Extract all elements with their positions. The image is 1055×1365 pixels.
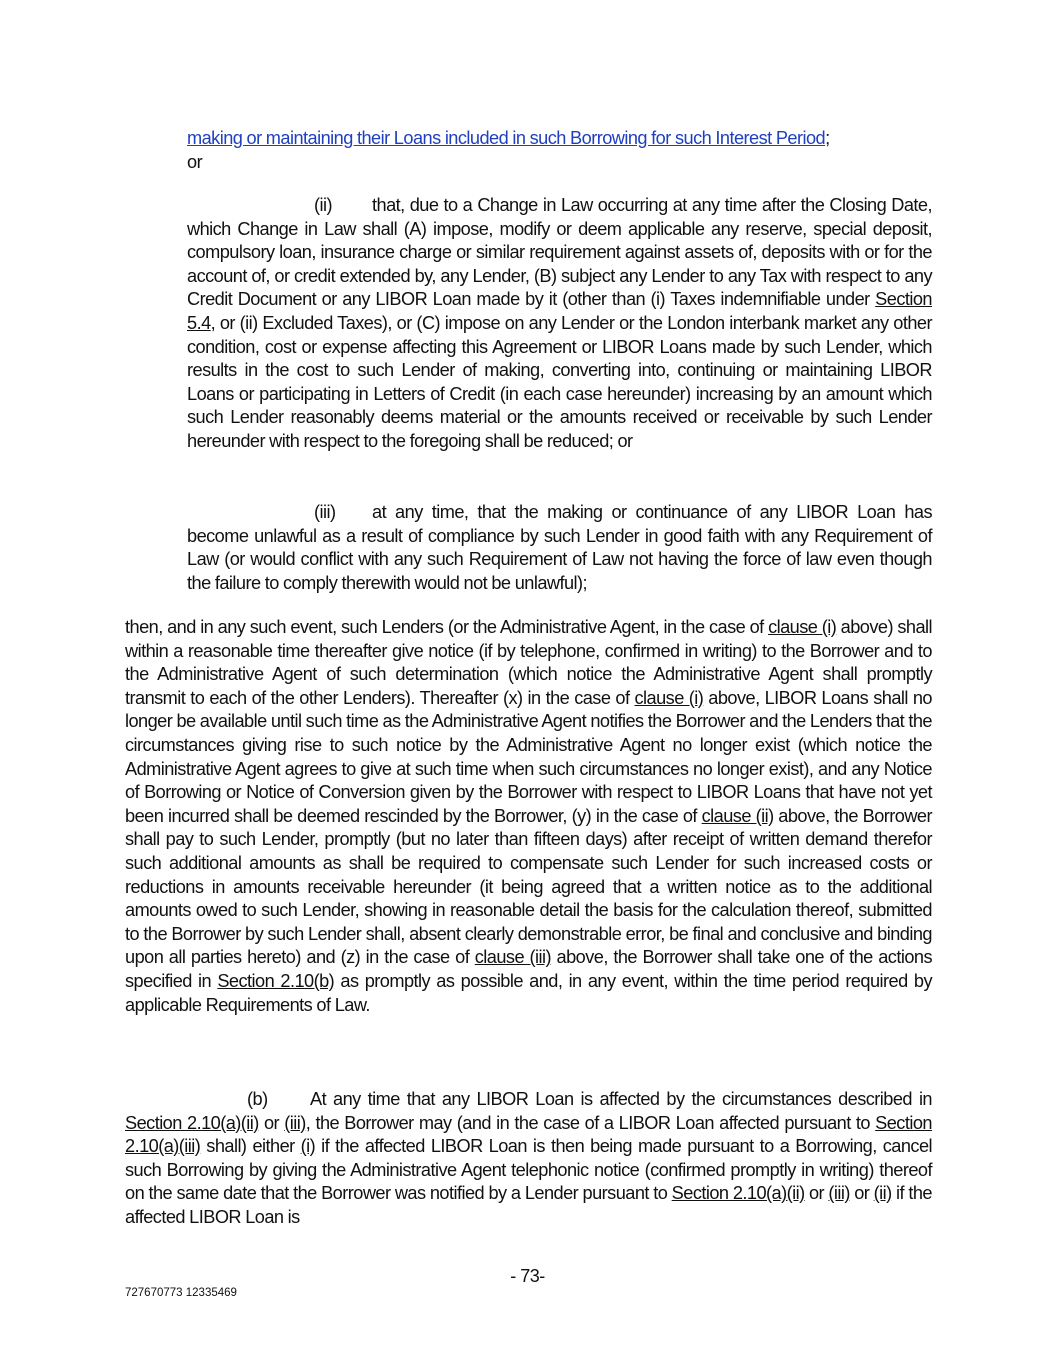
lead-or: or (187, 151, 203, 172)
clause-b-text-5: if the affected LIBOR Loan is then being made pursuant to a Borrowing, cancel such Borrowing by giving the Administrative Agent telephonic notice (confirmed promptly in writing) thereof on the same date that the Borrower was notified by a Lender pursuant to (125, 1136, 932, 1204)
then-text-2: above) shall within a reasonable time thereafter give notice (if by telephone, confirmed in writing) to the Borrower and to the Administrative Agent of such determination (which notice the Administrative Agent shall promptly transmit to each of the other Lenders). Thereafter (x) in the case of (125, 617, 933, 708)
clause-ii-marker: (ii) (314, 195, 332, 215)
then-text-1: then, and in any such event, such Lenders (or the Administrative Agent, in the case of (125, 617, 769, 637)
clause-ii-text-1: that, due to a Change in Law occurring at any time after the Closing Date, which Change in Law shall (A) impose, modify or deem applicable any reserve, special deposit, compulsory loan, insurance charge or similar requirement against assets of, deposits with or for the account of, or credit extended by, any Lender, (B) subject any Lender to any Tax with respect to any Credit Document or any LIBOR Loan made by it (other than (i) Taxes indemnifiable under (187, 195, 932, 310)
clause-b-ref-i[interactable]: (i) (300, 1136, 316, 1157)
clause-b-text-6: or (804, 1183, 829, 1204)
clause-b-paragraph (125, 1088, 932, 1230)
then-ref-clause-i-2[interactable]: clause (i) (634, 687, 704, 708)
clause-iii-text: at any time, that the making or continuance of any LIBOR Loan has become unlawful as a result of compliance by such Lender in good faith with any Requirement of Law (or would conflict with any such Requirement of Law not having the force of law even though the failure to comply therewith would not be unlawful); (187, 502, 932, 593)
clause-b-text-4: shall) either (200, 1136, 301, 1157)
clause-b-text-8: if the affected LIBOR Loan is (125, 1183, 932, 1227)
document-id: 727670773 12335469 (125, 1287, 237, 1299)
clause-b-ref-section-2-10-a-ii[interactable]: Section 2.10(a)(ii) (125, 1112, 259, 1133)
clause-b-marker: (b) (247, 1089, 268, 1109)
then-ref-clause-ii[interactable]: clause (ii) (701, 805, 774, 826)
then-text-5: above, the Borrower shall take one of the actions specified in (125, 947, 932, 991)
clause-b-text-7: or (849, 1183, 874, 1204)
clause-b-text-3: , the Borrower may (and in the case of a LIBOR Loan affected pursuant to (305, 1112, 876, 1133)
page-number: - 73- (510, 1266, 545, 1286)
clause-ii-paragraph (187, 194, 932, 454)
lead-punct: ; (825, 128, 830, 148)
clause-iii-paragraph (187, 501, 932, 595)
clause-b-ref-iii[interactable]: (iii) (284, 1112, 306, 1133)
clause-b-text-2: or (258, 1112, 285, 1133)
then-paragraph (125, 616, 932, 1017)
clause-ii-text-2: , or (ii) Excluded Taxes), or (C) impose on any Lender or the London interbank market any other condition, cost or expense affecting this Agreement or LIBOR Loans made by such Lender, which results in the cost to such Lender of making, converting into, continuing or maintaining LIBOR Loans or participating in Letters of Credit (in each case hereunder) increasing by an amount which such Lender reasonably deems material or the amounts received or receivable by such Lender hereunder with respect to the foregoing shall be reduced; or (187, 312, 932, 451)
clause-iii-marker: (iii) (314, 502, 336, 522)
then-ref-clause-i[interactable]: clause (i) (768, 617, 837, 637)
clause-b-ref-ii[interactable]: (ii) (873, 1183, 892, 1204)
lead-paragraph (187, 127, 932, 174)
clause-b-ref-section-2-10-a-iii[interactable]: Section 2.10(a)(iii) (125, 1112, 932, 1157)
then-ref-clause-iii[interactable]: clause (iii) (474, 947, 552, 968)
then-text-6: as promptly as possible and, in any event, within the time period required by applicable Requirements of Law. (125, 970, 933, 1015)
clause-b-text-1: At any time that any LIBOR Loan is affected by the circumstances described in (310, 1089, 932, 1109)
lead-link[interactable]: making or maintaining their Loans included in such Borrowing for such Interest Period (187, 128, 826, 148)
clause-ii-ref-section-5-4[interactable]: Section 5.4 (187, 289, 932, 333)
then-ref-section-2-10-b[interactable]: Section 2.10(b) (217, 970, 335, 991)
then-text-4: above, the Borrower shall pay to such Lender, promptly (but no later than fifteen days) after receipt of written demand therefor such additional amounts as shall be required to compensate such Lender for such increased costs or reductions in amounts receivable hereunder (it being agreed that a written notice as to the additional amounts owed to such Lender, showing in reasonable detail the basis for the calculation thereof, submitted to the Borrower by such Lender shall, absent clearly demonstrable error, be final and conclusive and binding upon all parties hereto) and (z) in the case of (125, 805, 932, 968)
clause-b-ref-iii-2[interactable]: (iii) (828, 1183, 850, 1204)
then-text-3: above, LIBOR Loans shall no longer be available until such time as the Administrative Agent notifies the Borrower and the Lenders that the circumstances giving rise to such notice by the Administrative Agent no longer exist (which notice the Administrative Agent agrees to give at such time when such circumstances no longer exist), and any Notice of Borrowing or Notice of Conversion given by the Borrower with respect to LIBOR Loans that have not yet been incurred shall be deemed rescinded by the Borrower, (y) in the case of (125, 687, 932, 826)
clause-b-ref-section-2-10-a-ii-2[interactable]: Section 2.10(a)(ii) (671, 1183, 805, 1204)
